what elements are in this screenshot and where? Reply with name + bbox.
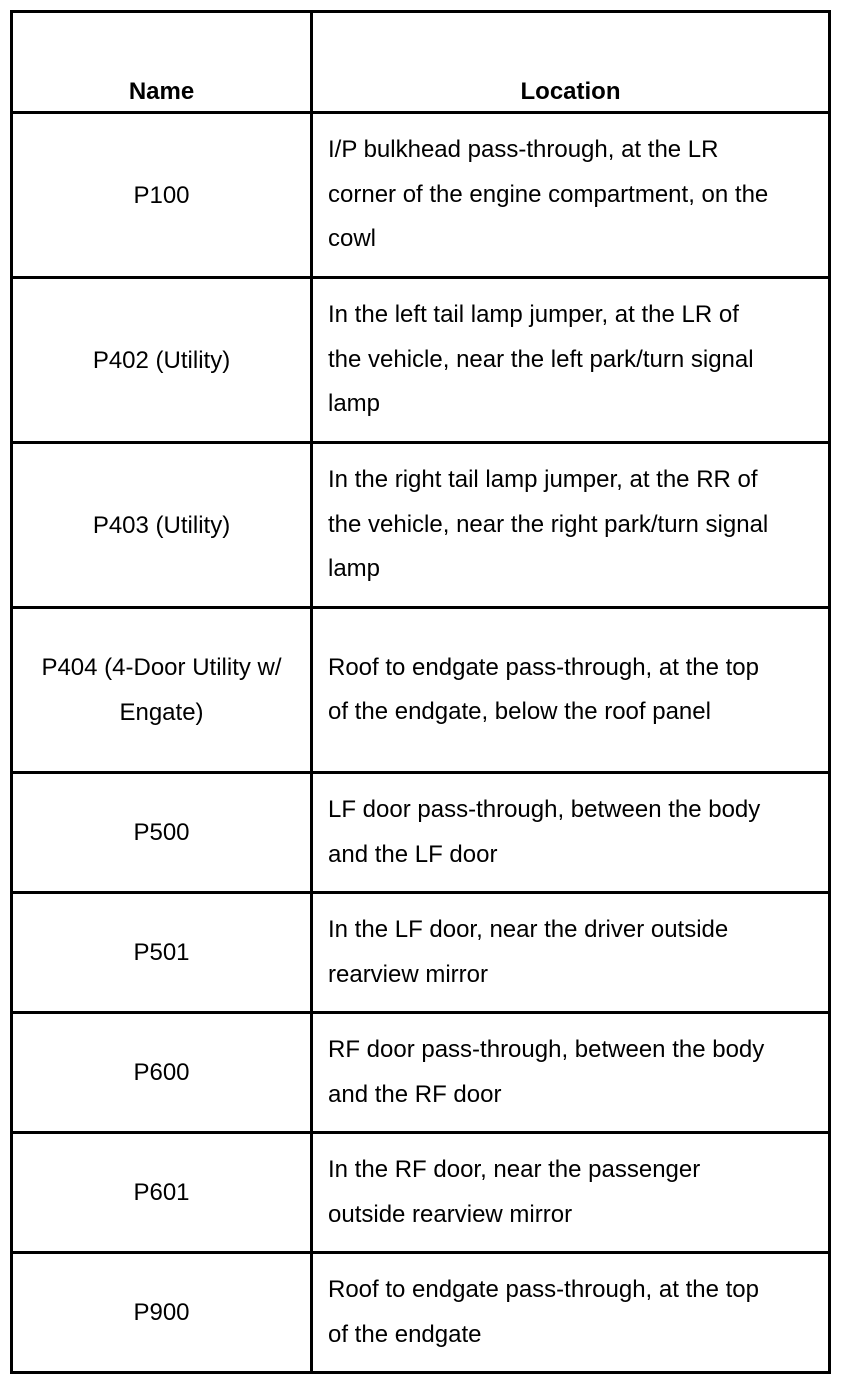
- table-row: [12, 1133, 830, 1253]
- column-header-name: Name: [12, 12, 312, 113]
- connector-name-cell: P100: [12, 113, 312, 278]
- connector-location-cell: Roof to endgate pass-through, at the top of the endgate: [312, 1253, 830, 1373]
- connector-location-cell: In the RF door, near the passenger outside rearview mirror: [312, 1133, 830, 1253]
- connector-name-cell: P601: [12, 1133, 312, 1253]
- connector-location-cell: I/P bulkhead pass-through, at the LR corner of the engine compartment, on the cowl: [312, 113, 830, 278]
- connector-location-cell: RF door pass-through, between the body and the RF door: [312, 1013, 830, 1133]
- table-row: [12, 1013, 830, 1133]
- connector-location-table: [10, 10, 831, 1374]
- column-header-location: Location: [312, 12, 830, 113]
- table-row: [12, 893, 830, 1013]
- connector-name-cell: P501: [12, 893, 312, 1013]
- table-row: [12, 608, 830, 773]
- connector-location-cell: In the left tail lamp jumper, at the LR of the vehicle, near the left park/turn signal lamp: [312, 278, 830, 443]
- connector-location-cell: In the LF door, near the driver outside rearview mirror: [312, 893, 830, 1013]
- table-row: [12, 278, 830, 443]
- connector-name-cell: P403 (Utility): [12, 443, 312, 608]
- table-row: [12, 443, 830, 608]
- table-row: [12, 773, 830, 893]
- connector-location-cell: In the right tail lamp jumper, at the RR of the vehicle, near the right park/turn signal lamp: [312, 443, 830, 608]
- table-header-row: [12, 12, 830, 113]
- connector-name-cell: P404 (4-Door Utility w/ Engate): [12, 608, 312, 773]
- connector-name-cell: P600: [12, 1013, 312, 1133]
- table-row: [12, 113, 830, 278]
- connector-location-cell: LF door pass-through, between the body and the LF door: [312, 773, 830, 893]
- connector-location-cell: Roof to endgate pass-through, at the top of the endgate, below the roof panel: [312, 608, 830, 773]
- connector-name-cell: P402 (Utility): [12, 278, 312, 443]
- connector-name-cell: P500: [12, 773, 312, 893]
- table-row: [12, 1253, 830, 1373]
- connector-name-cell: P900: [12, 1253, 312, 1373]
